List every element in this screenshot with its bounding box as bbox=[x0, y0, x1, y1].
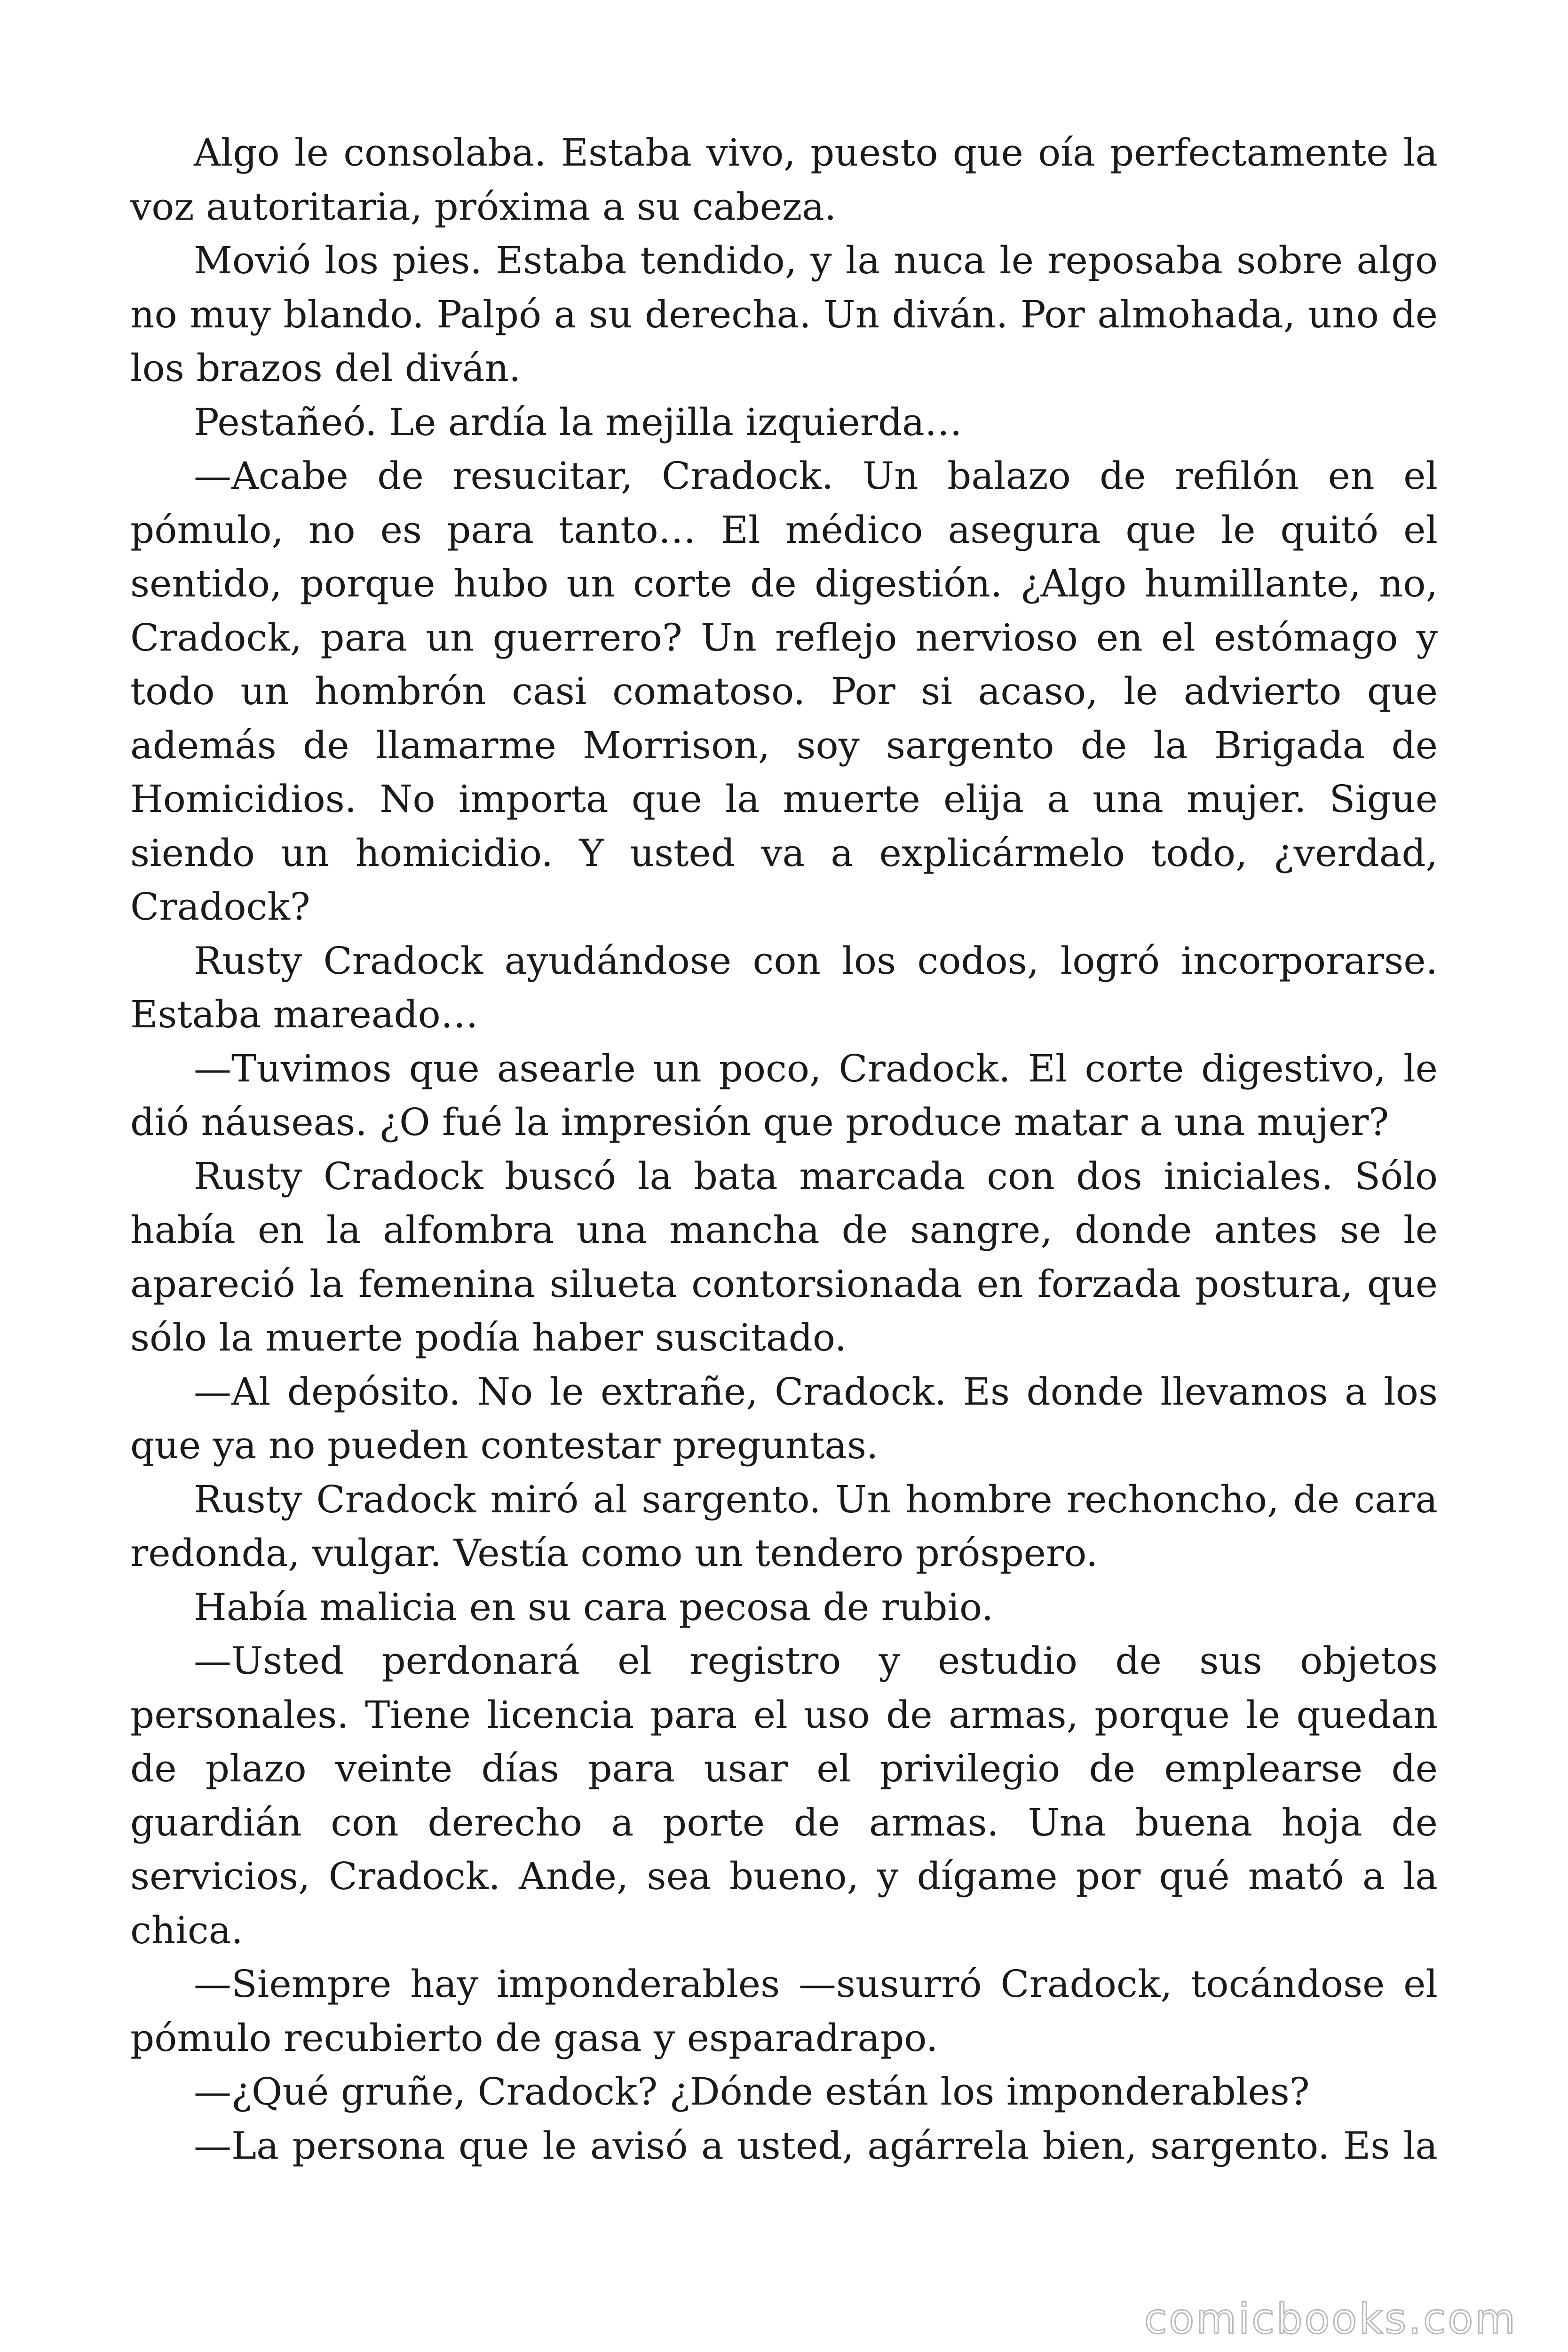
paragraph: Pestañeó. Le ardía la mejilla izquierda… bbox=[194, 400, 962, 444]
paragraph: —¿Qué gruñe, Cradock? ¿Dónde están los imponderables? bbox=[194, 2070, 1310, 2114]
paragraph: Había malicia en su cara pecosa de rubio. bbox=[194, 1585, 994, 1629]
page-body bbox=[130, 126, 1438, 2173]
watermark-logo: comicbooks.com bbox=[1144, 2295, 1517, 2343]
paragraph: —Siempre hay imponderables —susurró Cradock, tocándose el pómulo recubierto de gasa y esparadrapo. bbox=[130, 1962, 1438, 2060]
paragraph: —Acabe de resucitar, Cradock. Un balazo de refilón en el pómulo, no es para tanto… El médico asegura que le quitó el sentido, porque hubo un corte de digestión. ¿Algo humillante, no, Cradock, para un guerrero? Un reflejo nervioso en el estómago y todo un hombrón casi comatoso. Por si acaso, le advierto que además de llamarme Morrison, soy sargento de la Brigada de Homicidios. No importa que la muerte elija a una mujer. Sigue siendo un homicidio. Y usted va a explicármelo todo, ¿verdad, Cradock? bbox=[130, 454, 1438, 929]
paragraph: —Al depósito. No le extrañe, Cradock. Es donde llevamos a los que ya no pueden contestar preguntas. bbox=[130, 1369, 1438, 1467]
paragraph: Rusty Cradock miró al sargento. Un hombre rechoncho, de cara redonda, vulgar. Vestía como un tendero próspero. bbox=[130, 1477, 1438, 1575]
paragraph: Rusty Cradock ayudándose con los codos, logró incorporarse. Estaba mareado… bbox=[130, 938, 1438, 1036]
paragraph-last-line: —La persona que le avisó a usted, agárrela bien, sargento. Es la bbox=[194, 2123, 1438, 2168]
paragraph: Rusty Cradock buscó la bata marcada con dos iniciales. Sólo había en la alfombra una mancha de sangre, donde antes se le apareció la femenina silueta contorsionada en forzada postura, que sólo la muerte podía haber suscitado. bbox=[130, 1154, 1438, 1359]
paragraph: —Usted perdonará el registro y estudio de sus objetos personales. Tiene licencia para el uso de armas, porque le quedan de plazo veinte días para usar el privilegio de emplearse de guardián con derecho a porte de armas. Una buena hoja de servicios, Cradock. Ande, sea bueno, y dígame por qué mató a la chica. bbox=[130, 1639, 1438, 1952]
paragraph: —Tuvimos que asearle un poco, Cradock. El corte digestivo, le dió náuseas. ¿O fué la impresión que produce matar a una mujer? bbox=[130, 1046, 1438, 1144]
paragraph: Movió los pies. Estaba tendido, y la nuca le reposaba sobre algo no muy blando. Palpó a su derecha. Un diván. Por almohada, uno de los brazos del diván. bbox=[130, 238, 1438, 390]
paragraph: Algo le consolaba. Estaba vivo, puesto que oía perfectamente la voz autoritaria, próxima a su cabeza. bbox=[130, 131, 1438, 229]
